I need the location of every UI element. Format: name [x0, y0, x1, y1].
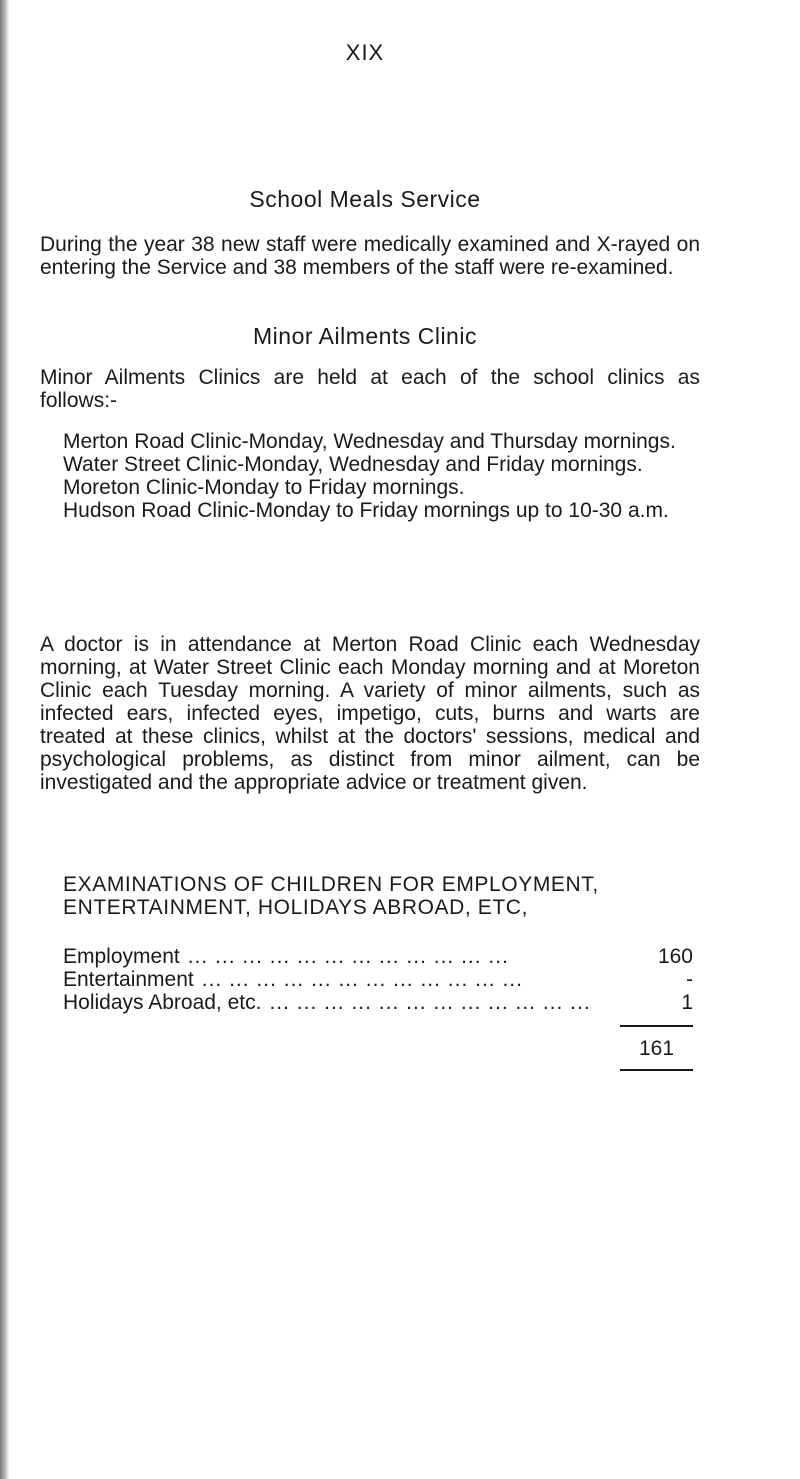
leader-dots: ... ... ... ... ... ... ... ... ... ... ... ...: [187, 945, 509, 968]
clinic-moreton: Moreton Clinic-Monday to Friday mornings.: [63, 476, 465, 499]
clinic-water-street: Water Street Clinic-Monday, Wednesday and Friday mornings.: [63, 453, 643, 476]
examinations-total: 161: [638, 1037, 675, 1060]
table-row-holidays-abroad: [63, 991, 693, 1014]
row-value: -: [686, 968, 693, 991]
page-binding-edge: [0, 0, 9, 1479]
minor-ailments-intro: Minor Ailments Clinics are held at each of the school clinics as follows:-: [40, 366, 700, 412]
row-label: Entertainment: [63, 968, 194, 991]
school-meals-heading: School Meals Service: [249, 186, 481, 212]
leader-dots: ... ... ... ... ... ... ... ... ... ... ... ...: [269, 991, 591, 1014]
row-value: 1: [681, 991, 693, 1014]
minor-ailments-heading: Minor Ailments Clinic: [253, 323, 477, 349]
row-label: Holidays Abroad, etc.: [63, 991, 262, 1014]
clinic-list: [63, 430, 700, 522]
examinations-heading: EXAMINATIONS OF CHILDREN FOR EMPLOYMENT, ENTERTAINMENT, HOLIDAYS ABROAD, ETC,: [63, 873, 599, 919]
doctor-attendance-paragraph: A doctor is in attendance at Merton Road Clinic each Wednesday morning, at Water Street Clinic each Monday morning and at Moreton Clinic each Tuesday morning. A variety of minor ailments, such as infected ears, infected eyes, impetigo, cuts, burns and warts are treated at these clinics, whilst at the doctors' sessions, medical and psychological problems, as distinct from minor ailment, can be investigated and the appropriate advice or treatment given.: [40, 633, 700, 794]
total-top-rule: [620, 1025, 693, 1027]
clinic-merton-road: Merton Road Clinic-Monday, Wednesday and Thursday mornings.: [63, 430, 676, 453]
leader-dots: ... ... ... ... ... ... ... ... ... ... ... ...: [201, 968, 523, 991]
row-value: 160: [657, 945, 693, 968]
page-number: XIX: [345, 40, 385, 65]
table-row-entertainment: [63, 968, 693, 991]
row-label: Employment: [63, 945, 180, 968]
examinations-table: [63, 945, 693, 1014]
school-meals-paragraph: During the year 38 new staff were medically examined and X-rayed on entering the Service and 38 members of the staff were re-examined.: [40, 233, 700, 279]
total-bottom-rule: [620, 1069, 693, 1071]
table-row-employment: [63, 945, 693, 968]
clinic-hudson-road: Hudson Road Clinic-Monday to Friday mornings up to 10-30 a.m.: [63, 499, 669, 522]
